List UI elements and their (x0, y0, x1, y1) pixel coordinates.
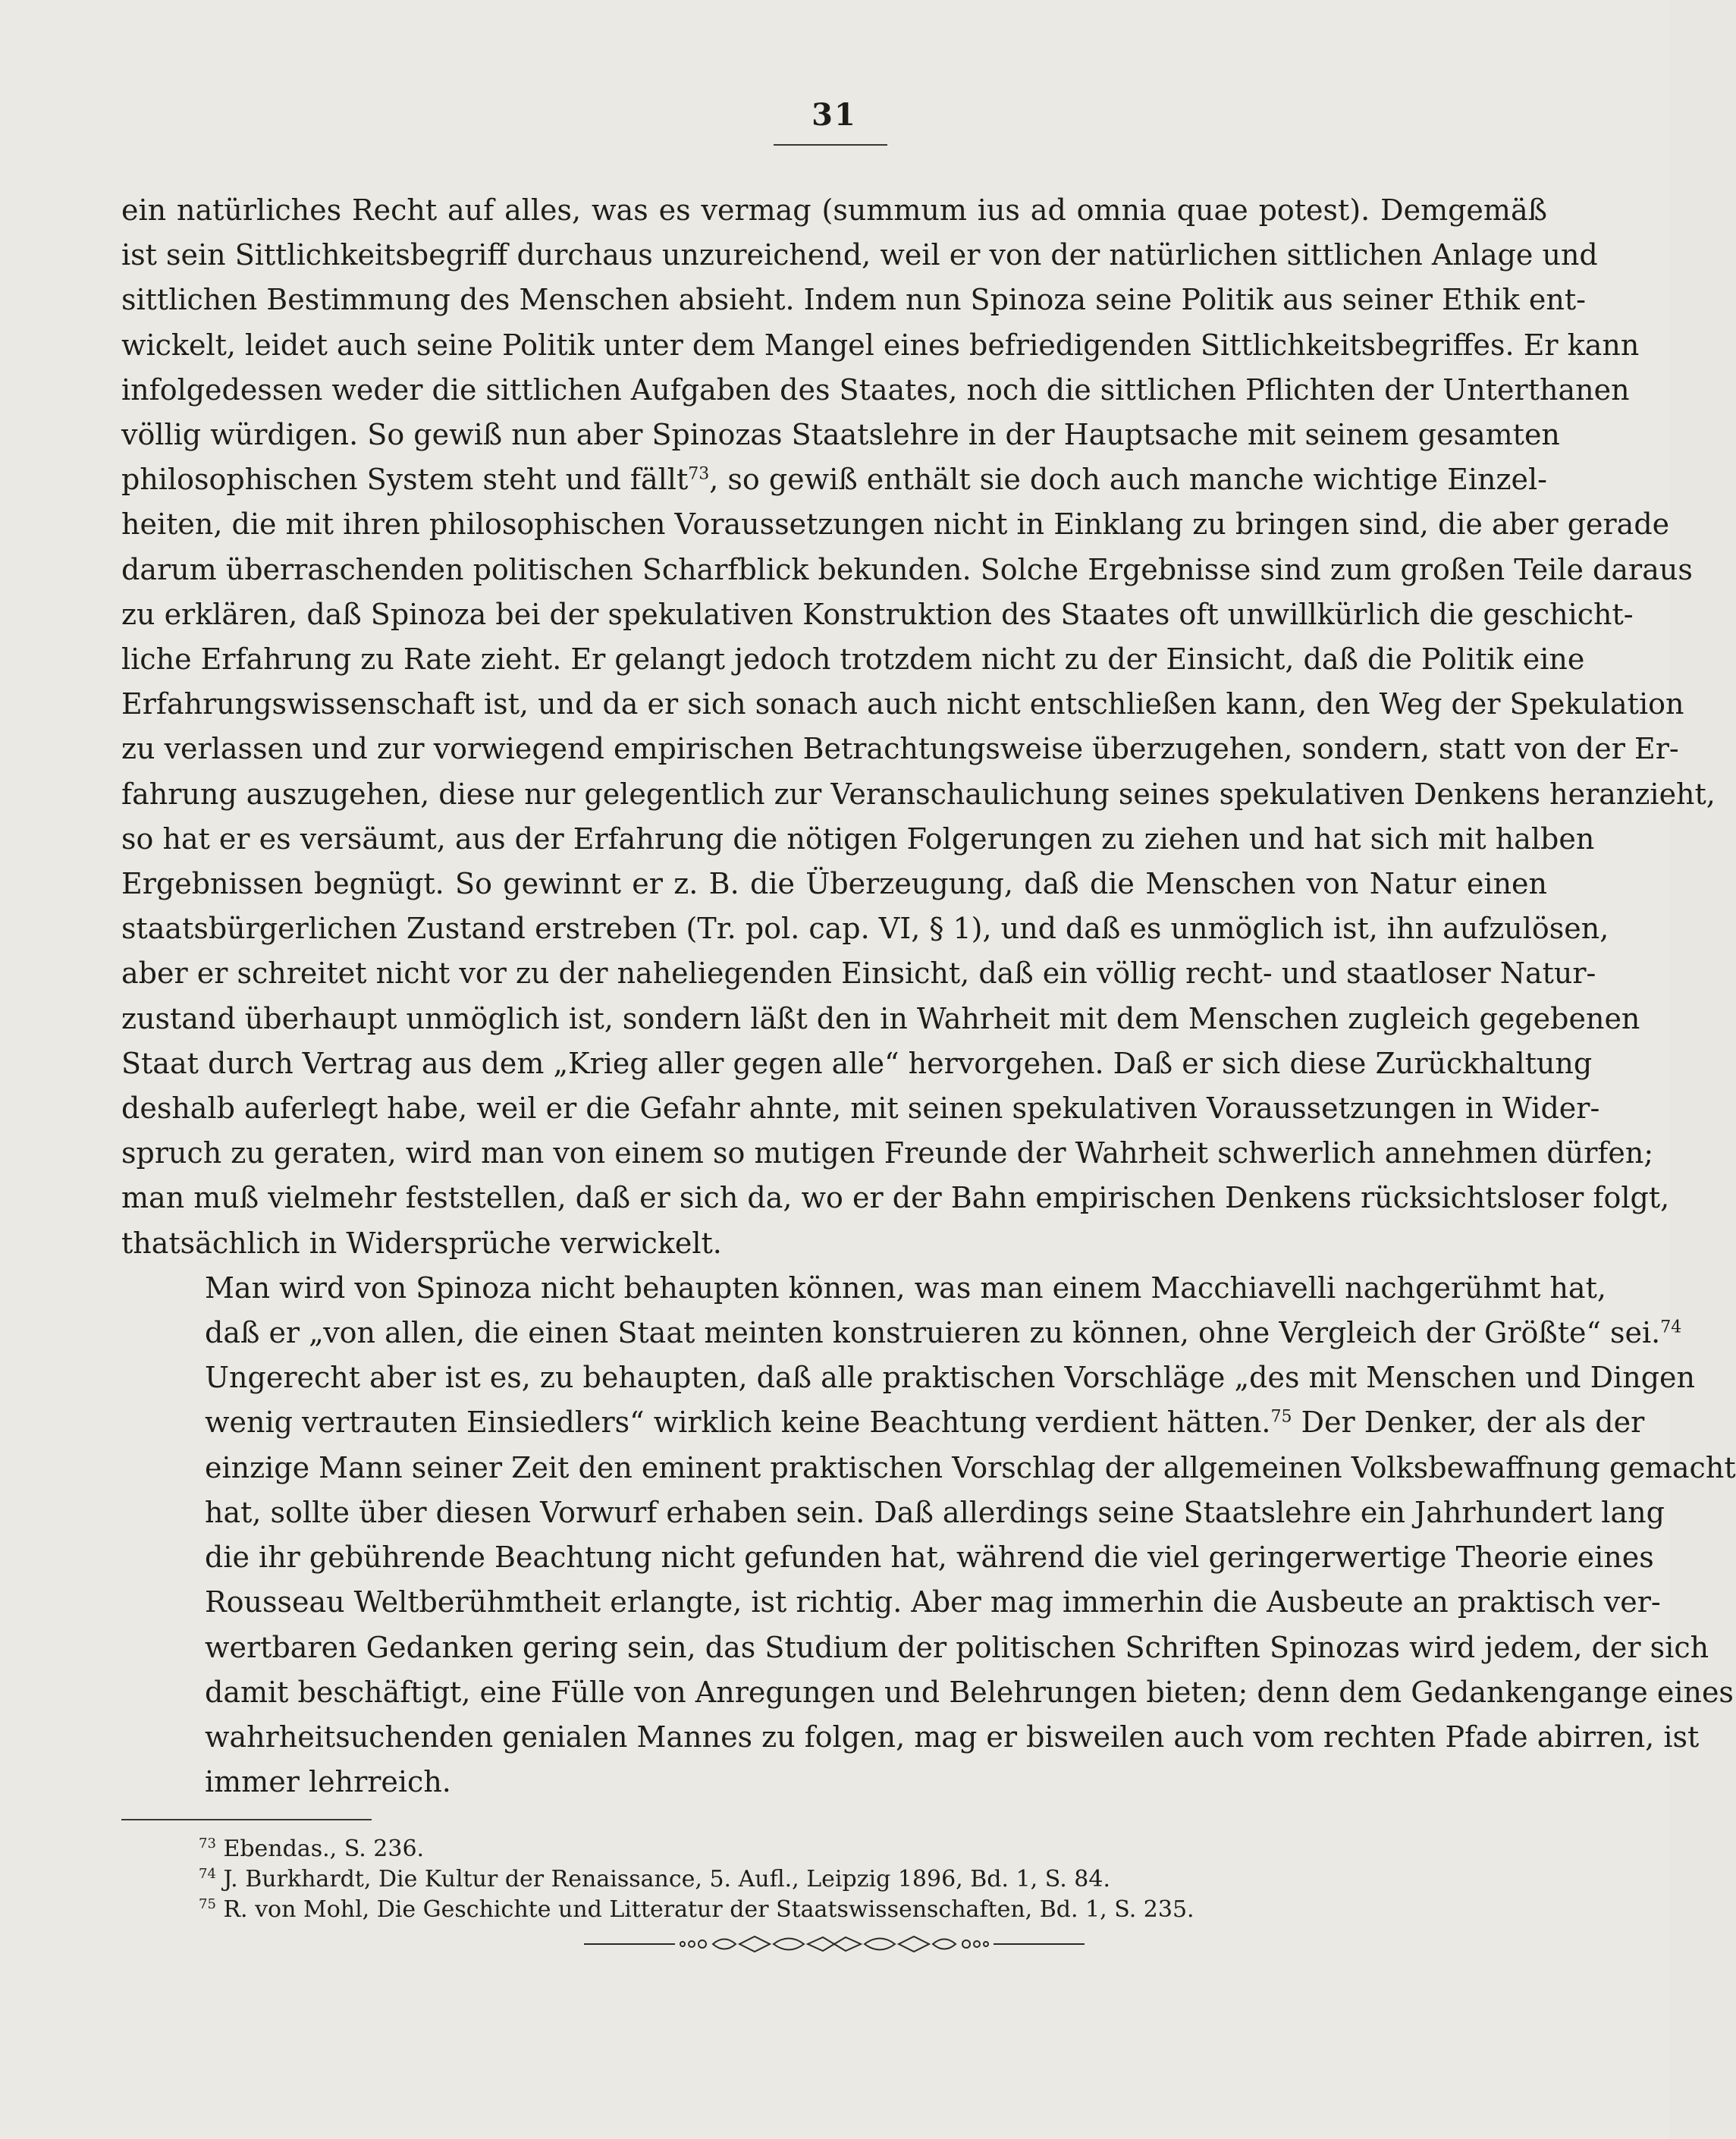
decorative-rule-ornament-icon (584, 1933, 1085, 1955)
text-segment: daß er „von allen, die einen Staat meinten konstruieren zu können, ohne Vergleich der Größte“ sei. (205, 1316, 1661, 1350)
footnote-ref-74: 74 (1660, 1318, 1682, 1337)
footnote-ref-75: 75 (1270, 1407, 1292, 1427)
text-line: immer lehrreich. (205, 1765, 451, 1799)
body-text (121, 188, 1736, 1804)
page-number: 31 (811, 97, 857, 133)
footnote-mark: 73 (199, 1836, 216, 1852)
text-line: völlig würdigen. So gewiß nun aber Spinozas Staatslehre in der Hauptsache mit seinem gesamten (121, 418, 1560, 452)
text-line: zu verlassen und zur vorwiegend empirischen Betrachtungsweise überzugehen, sondern, statt von der Er- (121, 732, 1679, 766)
text-line (121, 1400, 1645, 1445)
text-line: liche Erfahrung zu Rate zieht. Er gelangt jedoch trotzdem nicht zu der Einsicht, daß die Politik eine (121, 642, 1585, 677)
footnote-mark: 74 (199, 1866, 216, 1882)
text-line: Ergebnissen begnügt. So gewinnt er z. B. die Überzeugung, daß die Menschen von Natur einen (121, 867, 1547, 901)
page-number-rule (774, 144, 887, 146)
text-segment: wenig vertrauten Einsiedlers“ wirklich keine Beachtung verdient hätten. (205, 1406, 1271, 1440)
text-line: Rousseau Weltberühmtheit erlangte, ist richtig. Aber mag immerhin die Ausbeute an praktisch ver- (205, 1585, 1661, 1619)
text-line: Ungerecht aber ist es, zu behaupten, daß alle praktischen Vorschläge „des mit Menschen und Dingen (205, 1361, 1695, 1395)
text-segment: , so gewiß enthält sie doch auch manche wichtige Einzel- (709, 463, 1548, 497)
text-line: deshalb auferlegt habe, weil er die Gefahr ahnte, mit seinen spekulativen Voraussetzungen in Wider- (121, 1091, 1600, 1126)
paragraph-2 (121, 1266, 1736, 1804)
paragraph-1 (121, 188, 1716, 1266)
text-line: ist sein Sittlichkeitsbegriff durchaus unzureichend, weil er von der natürlichen sittlichen Anlage und (121, 238, 1598, 272)
footnote-ref-73: 73 (688, 464, 710, 484)
text-line: so hat er es versäumt, aus der Erfahrung die nötigen Folgerungen zu ziehen und hat sich mit halben (121, 821, 1595, 856)
text-line: einzige Mann seiner Zeit den eminent praktischen Vorschlag der allgemeinen Volksbewaffnung gemacht (205, 1450, 1736, 1484)
text-segment: philosophischen System steht und fällt (121, 463, 689, 497)
text-line: infolgedessen weder die sittlichen Aufgaben des Staates, noch die sittlichen Pflichten der Unterthanen (121, 372, 1630, 407)
footnote-74 (199, 1864, 1488, 1895)
text-line: zu erklären, daß Spinoza bei der spekulativen Konstruktion des Staates oft unwillkürlich die geschicht- (121, 597, 1634, 631)
text-line: spruch zu geraten, wird man von einem so mutigen Freunde der Wahrheit schwerlich annehmen dürfen; (121, 1136, 1654, 1170)
text-line: wickelt, leidet auch seine Politik unter dem Mangel eines befriedigenden Sittlichkeitsbegriffes. Er kann (121, 328, 1640, 362)
text-line: Man wird von Spinoza nicht behaupten können, was man einem Macchiavelli nachgerühmt hat, (205, 1271, 1606, 1305)
text-line: wertbaren Gedanken gering sein, das Studium der politischen Schriften Spinozas wird jedem, der sich (205, 1630, 1709, 1664)
text-line: zustand überhaupt unmöglich ist, sondern läßt den in Wahrheit mit dem Menschen zugleich gegebenen (121, 1001, 1640, 1035)
text-line: damit beschäftigt, eine Fülle von Anregungen und Belehrungen bieten; denn dem Gedankengange eines (205, 1675, 1734, 1709)
text-line (121, 1311, 1682, 1355)
footnote-mark: 75 (199, 1896, 216, 1912)
text-line: man muß vielmehr feststellen, daß er sich da, wo er der Bahn empirischen Denkens rücksichtsloser folgt, (121, 1181, 1670, 1215)
text-line: thatsächlich in Widersprüche verwickelt. (121, 1226, 722, 1260)
text-line: aber er schreitet nicht vor zu der naheliegenden Einsicht, daß ein völlig recht- und staatloser Natur- (121, 956, 1596, 991)
text-line: die ihr gebührende Beachtung nicht gefunden hat, während die viel geringerwertige Theorie eines (205, 1541, 1654, 1575)
footnote-text: Ebendas., S. 236. (223, 1836, 425, 1862)
text-line: sittlichen Bestimmung des Menschen absieht. Indem nun Spinoza seine Politik aus seiner Ethik ent- (121, 283, 1586, 317)
footnote-75 (199, 1895, 1488, 1925)
footnote-rule (121, 1819, 372, 1820)
footnote-73 (199, 1834, 1488, 1864)
text-line: heiten, die mit ihren philosophischen Voraussetzungen nicht in Einklang zu bringen sind, die aber gerade (121, 507, 1670, 542)
text-line (121, 457, 1547, 502)
text-line: staatsbürgerlichen Zustand erstreben (Tr. pol. cap. VI, § 1), und daß es unmöglich ist, ihn aufzulösen, (121, 912, 1609, 946)
footnote-text: R. von Mohl, Die Geschichte und Litteratur der Staatswissenschaften, Bd. 1, S. 235. (223, 1896, 1194, 1923)
footnote-text: J. Burkhardt, Die Kultur der Renaissance, 5. Aufl., Leipzig 1896, Bd. 1, S. 84. (223, 1866, 1110, 1892)
text-line: Staat durch Vertrag aus dem „Krieg aller gegen alle“ hervorgehen. Daß er sich diese Zurückhaltung (121, 1046, 1593, 1080)
text-line: ein natürliches Recht auf alles, was es vermag (summum ius ad omnia quae potest). Demgemäß (121, 193, 1547, 227)
text-segment: Der Denker, der als der (1292, 1406, 1645, 1440)
text-line: fahrung auszugehen, diese nur gelegentlich zur Veranschaulichung seines spekulativen Denkens heranzieht, (121, 777, 1716, 811)
footnotes (199, 1834, 1488, 1925)
text-line: wahrheitsuchenden genialen Mannes zu folgen, mag er bisweilen auch vom rechten Pfade abirren, ist (205, 1720, 1700, 1754)
text-line: Erfahrungswissenschaft ist, und da er sich sonach auch nicht entschließen kann, den Weg der Spekulation (121, 687, 1684, 721)
text-line: darum überraschenden politischen Scharfblick bekunden. Solche Ergebnisse sind zum großen Teile daraus (121, 552, 1693, 586)
text-line: hat, sollte über diesen Vorwurf erhaben sein. Daß allerdings seine Staatslehre ein Jahrhundert lang (205, 1495, 1665, 1529)
